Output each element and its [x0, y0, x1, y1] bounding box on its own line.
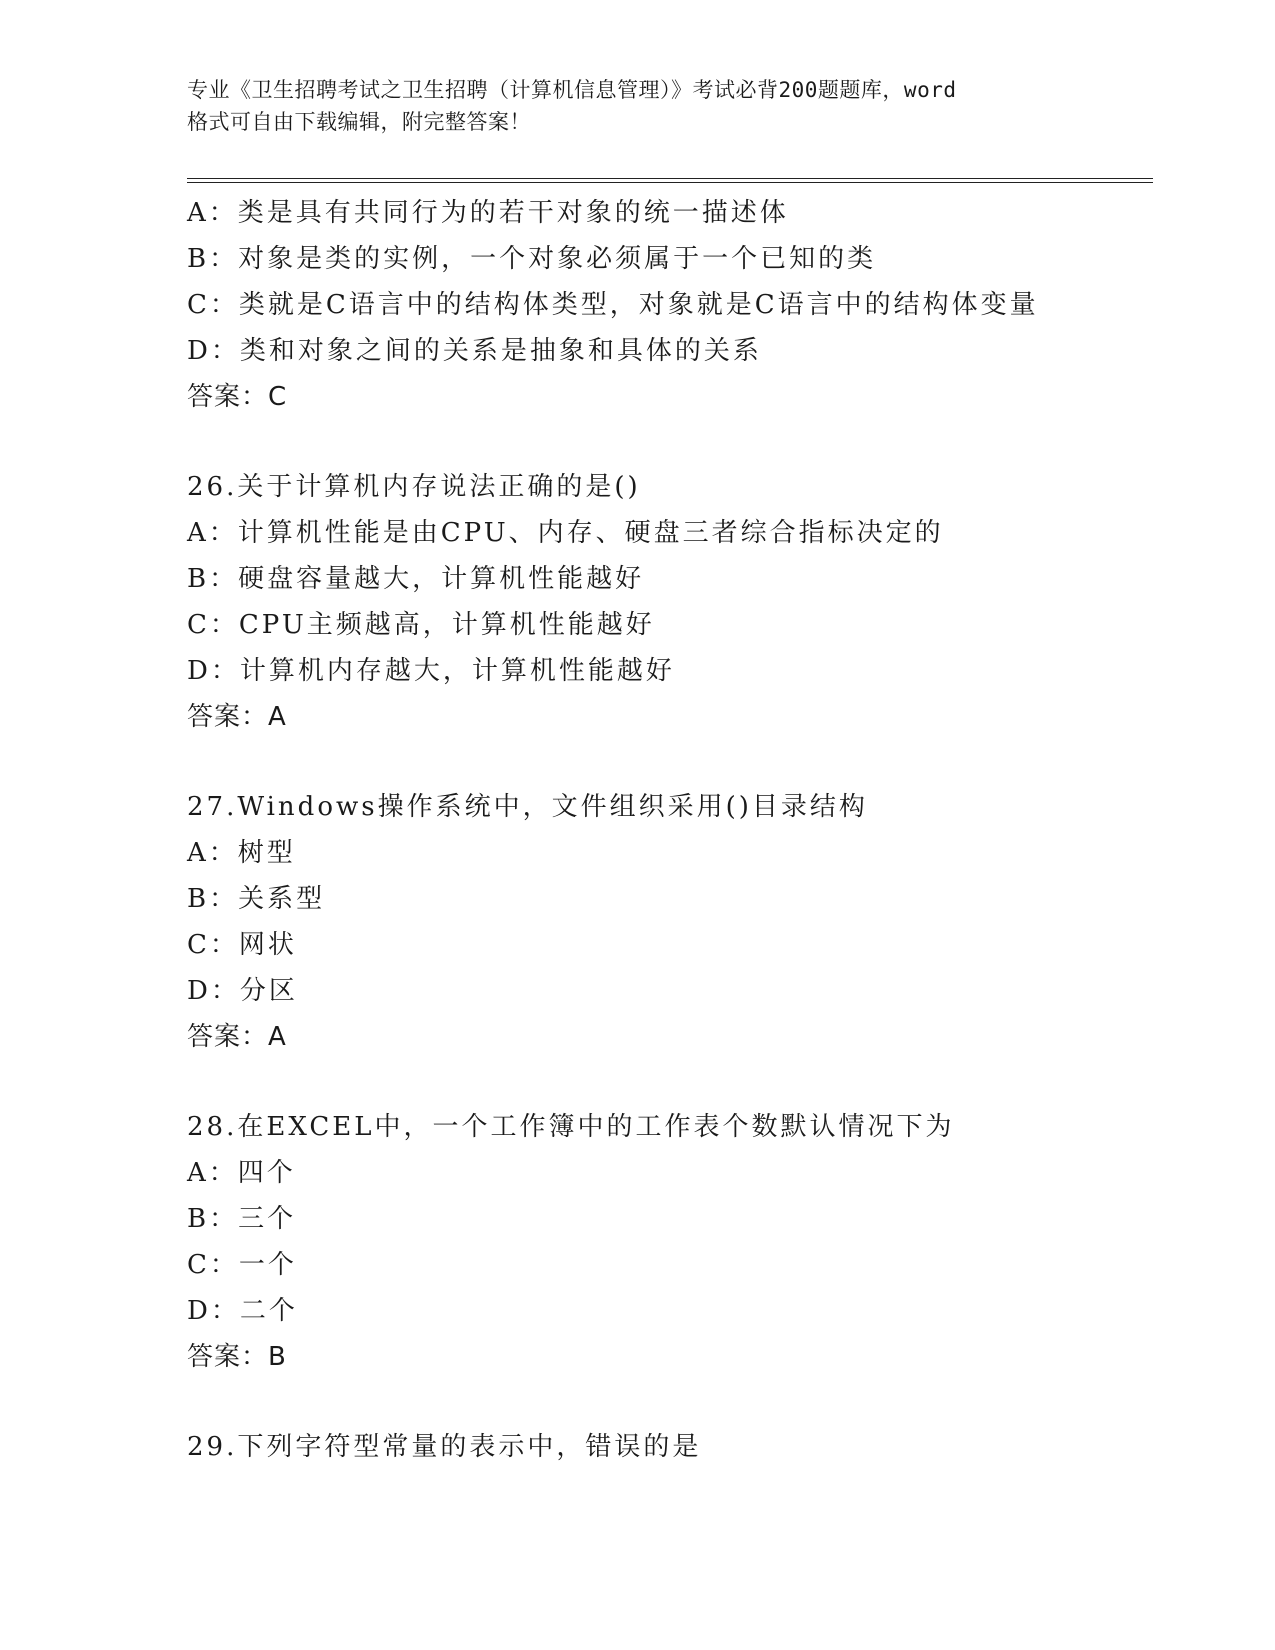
question-28	[187, 1104, 1153, 1380]
option-a: A：树型	[187, 838, 296, 868]
answer-line: 答案：A	[187, 1022, 287, 1052]
document-header	[187, 74, 1097, 138]
header-line-1: 专业《卫生招聘考试之卫生招聘（计算机信息管理）》考试必背200题题库，word	[187, 78, 957, 102]
header-divider	[187, 178, 1153, 183]
answer-line: 答案：A	[187, 702, 287, 732]
option-d: D：分区	[187, 976, 298, 1006]
question-29	[187, 1424, 1153, 1470]
question-text: 29.下列字符型常量的表示中，错误的是	[187, 1432, 702, 1462]
option-b: B：对象是类的实例，一个对象必须属于一个已知的类	[187, 244, 877, 274]
question-text: 27.Windows操作系统中，文件组织采用()目录结构	[187, 792, 868, 822]
option-c: C：网状	[187, 930, 297, 960]
header-line-2: 格式可自由下载编辑，附完整答案！	[187, 110, 531, 134]
option-c: C：类就是C语言中的结构体类型，对象就是C语言中的结构体变量	[187, 290, 1039, 320]
option-a: A：类是具有共同行为的若干对象的统一描述体	[187, 198, 789, 228]
option-c: C：CPU主频越高，计算机性能越好	[187, 610, 655, 640]
question-list	[187, 190, 1153, 1470]
option-b: B：硬盘容量越大，计算机性能越好	[187, 564, 645, 594]
option-d: D：计算机内存越大，计算机性能越好	[187, 656, 675, 686]
option-d: D：二个	[187, 1296, 298, 1326]
question-26	[187, 464, 1153, 740]
option-b: B：三个	[187, 1204, 297, 1234]
option-a: A：计算机性能是由CPU、内存、硬盘三者综合指标决定的	[187, 518, 944, 548]
option-d: D：类和对象之间的关系是抽象和具体的关系	[187, 336, 762, 366]
question-text: 28.在EXCEL中，一个工作簿中的工作表个数默认情况下为	[187, 1112, 955, 1142]
question-fragment	[187, 190, 1153, 420]
option-c: C：一个	[187, 1250, 297, 1280]
question-27	[187, 784, 1153, 1060]
answer-line: 答案：B	[187, 1342, 287, 1372]
answer-line: 答案：C	[187, 382, 288, 412]
option-a: A：四个	[187, 1158, 296, 1188]
question-text: 26.关于计算机内存说法正确的是()	[187, 472, 641, 502]
option-b: B：关系型	[187, 884, 326, 914]
